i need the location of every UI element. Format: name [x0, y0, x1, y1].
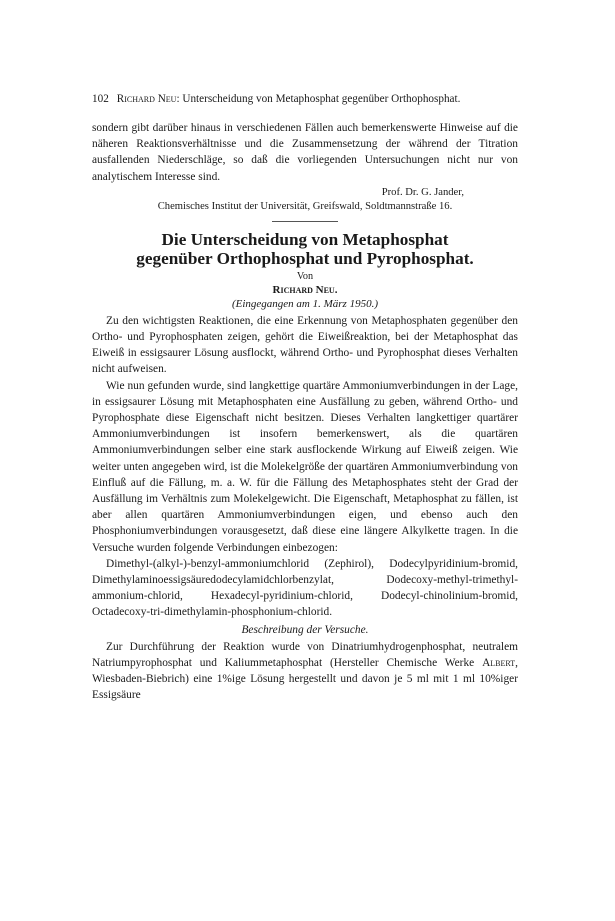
- page-number: 102: [92, 93, 109, 105]
- running-head-title: Unterscheidung von Metaphosphat gegenüber Orthophosphat.: [182, 93, 461, 105]
- page: [92, 92, 518, 703]
- article-title-line-2: gegenüber Orthophosphat und Pyrophosphat.: [136, 248, 474, 268]
- methods-text-end: , Wiesbaden-Biebrich) eine 1%ige Lösung hergestellt und davon je 5 ml mit 1 ml 10%iger Essigsäure: [92, 656, 518, 702]
- running-head-text: [117, 92, 461, 106]
- received-date: (Eingegangen am 1. März 1950.): [231, 297, 379, 310]
- paragraph-1: Zu den wichtigsten Reaktionen, die eine Erkennung von Metaphosphaten gegenüber den Ortho- und Pyrophosphaten zeigen, gehört die Eiweißreaktion, bei der Metaphosphat das Eiweiß in essigsaurer Lösung ausflockt, während Ortho- und Pyrophosphat dieses Verhalten nicht aufweisen.: [92, 314, 518, 376]
- company-name: Albert: [482, 656, 516, 669]
- preceding-article-signature: Prof. Dr. G. Jander,: [381, 186, 464, 198]
- paragraph-methods: [92, 639, 518, 704]
- article-title-line-1: Die Unterscheidung von Metaphosphat: [161, 229, 449, 249]
- running-head-author: Richard Neu:: [116, 93, 180, 105]
- article-author: Richard Neu.: [272, 283, 338, 296]
- preceding-article-affiliation: Chemisches Institut der Universität, Greifswald, Soldtmannstraße 16.: [157, 200, 453, 212]
- byline: Von: [296, 270, 314, 282]
- article-title: [92, 230, 518, 268]
- paragraph-compound-list: Dimethyl-(alkyl-)-benzyl-ammoniumchlorid (Zephirol), Dodecylpyridinium-bromid, Dimethylaminoessigsäuredodecylamidchlorbenzylat, Dodecoxy-methyl-trimethyl-ammonium-chlorid, Hexadecyl-pyridinium-chlorid, Dodecyl-chinolinium-bromid, Octadecoxy-tri-dimethylamin-phosphonium-chlorid.: [92, 557, 518, 619]
- preceding-article-text: sondern gibt darüber hinaus in verschiedenen Fällen auch bemerkenswerte Hinweise auf die näheren Reaktionsverhältnisse und die Zusammensetzung der während der Titration ausfallenden Niederschläge, so daß die vorliegenden Untersuchungen nicht nur von analytischem Interesse sind.: [92, 122, 518, 183]
- section-divider: [272, 221, 338, 222]
- paragraph-2: Wie nun gefunden wurde, sind langkettige quartäre Ammoniumverbindungen in der Lage, in essigsaurer Lösung mit Metaphosphaten eine Ausfällung zu geben, während Ortho- und Pyrophosphate diese Eigenschaft nicht besitzen. Dieses Verhalten langkettiger quartärer Ammoniumverbindungen ist insofern bemerkenswert, als die quartären Ammoniumverbindungen selber eine stark ausflockende Wirkung auf Eiweiß zeigen. Wie weiter unten angegeben wird, ist die Molekelgröße der quartären Ammoniumverbindung von Einfluß auf die Fällung, m. a. W. für die Fällung des Metaphosphates steht der Grad der Ausfällung im Verhältnis zum Molekelgewicht. Die Eigenschaft, Metaphosphat zu fällen, ist aber allen quartären Ammoniumverbindungen eigen, und ebenso auch den Phosphoniumverbindungen vorausgesetzt, daß diese eine längere Alkylkette tragen. In die Versuche wurden folgende Verbindungen einbezogen:: [92, 379, 518, 554]
- running-head: [92, 92, 518, 106]
- methods-text-start: Zur Durchführung der Reaktion wurde von Dinatriumhydrogenphosphat, neutralem Natriumpyrophosphat und Kaliummetaphosphat (Hersteller Chemische Werke: [92, 640, 518, 669]
- section-heading: Beschreibung der Versuche.: [241, 623, 369, 636]
